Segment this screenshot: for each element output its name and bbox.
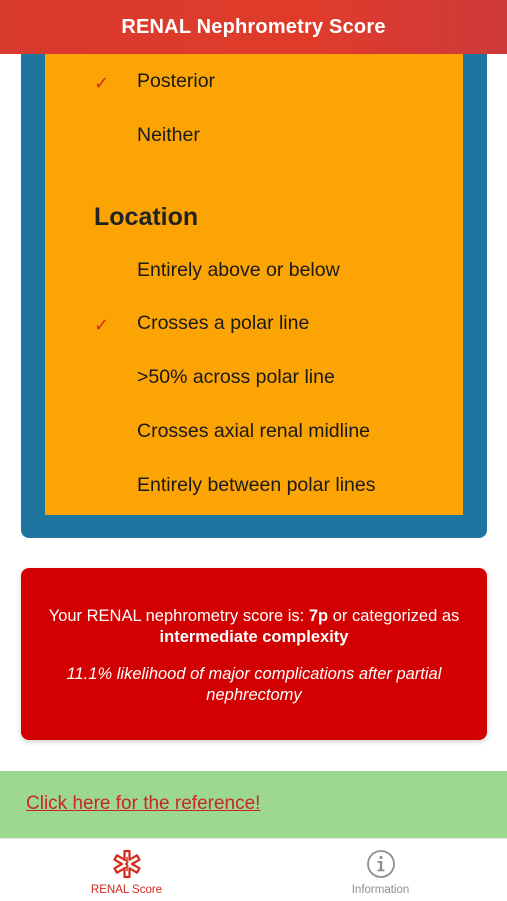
option-entirely-between-polar-lines[interactable]: Entirely between polar lines <box>137 474 376 496</box>
complication-likelihood: 11.1% likelihood of major complications after partial nephrectomy <box>66 665 442 704</box>
check-icon: ✓ <box>94 315 110 335</box>
result-card <box>21 568 487 740</box>
reference-link[interactable]: Click here for the reference! <box>26 793 261 814</box>
score-middle: or categorized as <box>328 607 460 625</box>
option-over-50-across-polar-line[interactable]: >50% across polar line <box>137 366 335 388</box>
option-entirely-above-below[interactable]: Entirely above or below <box>137 259 340 281</box>
option-posterior[interactable]: Posterior <box>137 70 216 92</box>
section-heading-location: Location <box>94 203 199 231</box>
tab-label: Information <box>351 884 410 896</box>
page-title: RENAL Nephrometry Score <box>121 15 386 38</box>
app-header <box>0 0 507 54</box>
tab-bar <box>0 838 507 901</box>
medical-star-icon <box>112 849 142 884</box>
info-circle-icon <box>366 849 396 884</box>
option-neither[interactable]: Neither <box>137 124 200 146</box>
option-crosses-polar-line[interactable]: Crosses a polar line <box>137 312 310 334</box>
check-icon: ✓ <box>94 73 110 93</box>
complexity-category: intermediate complexity <box>159 628 349 646</box>
score-value: 7p <box>308 607 329 625</box>
option-crosses-axial-midline[interactable]: Crosses axial renal midline <box>137 420 371 442</box>
tab-label: RENAL Score <box>90 884 163 896</box>
score-prefix: Your RENAL nephrometry score is: <box>48 607 309 625</box>
tab-renal-score[interactable] <box>0 839 253 901</box>
tab-information[interactable] <box>254 839 507 901</box>
score-summary <box>31 606 477 648</box>
reference-bar <box>0 771 507 838</box>
